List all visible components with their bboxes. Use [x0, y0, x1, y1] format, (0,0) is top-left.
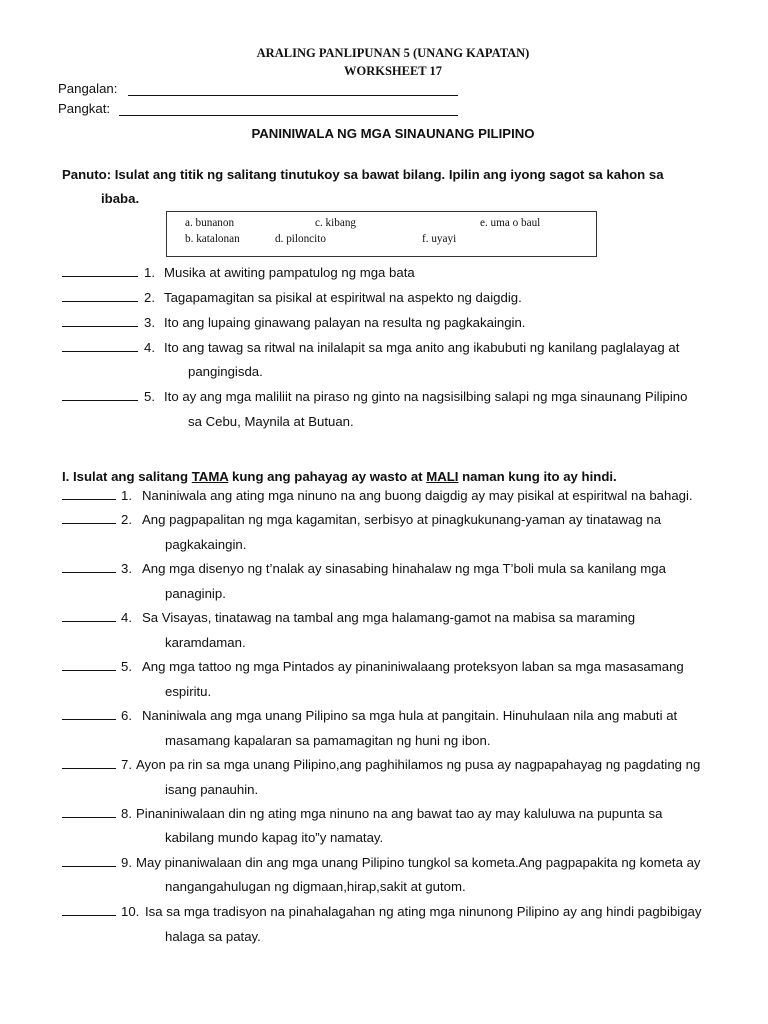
part2-heading-tama: TAMA: [191, 469, 229, 484]
answer-blank[interactable]: [62, 512, 116, 524]
item-number: 9.: [121, 855, 132, 870]
item-text: Ito ang lupaing ginawang palayan na resulta ng pagkakaingin.: [164, 315, 526, 330]
item-text-continued: karamdaman.: [165, 635, 246, 650]
item-text: Ang pagpapalitan ng mga kagamitan, serbisyo at pinagkukunang-yaman ay tinatawag na: [142, 512, 662, 527]
list-item: [62, 389, 138, 404]
answer-blank[interactable]: [62, 708, 116, 720]
item-text-continued: sa Cebu, Maynila at Butuan.: [188, 414, 354, 429]
item-text-continued: isang panauhin.: [165, 782, 259, 797]
answer-blank[interactable]: [62, 904, 116, 916]
answer-blank[interactable]: [62, 561, 116, 573]
answer-blank[interactable]: [62, 610, 116, 622]
item-number: 6.: [121, 708, 132, 723]
list-item: [62, 340, 138, 355]
item-text-continued: panaginip.: [165, 586, 226, 601]
choice-b: b. katalonan: [185, 233, 240, 245]
worksheet-title: PANINIWALA NG MGA SINAUNANG PILIPINO: [251, 126, 535, 141]
answer-blank[interactable]: [62, 855, 116, 867]
part1-instruction-line1: Panuto: Isulat ang titik ng salitang tinutukoy sa bawat bilang. Ipilin ang iyong sagot sa kahon sa: [62, 167, 664, 182]
part2-heading-mid: kung ang pahayag ay wasto at: [228, 469, 427, 484]
answer-blank[interactable]: [62, 265, 138, 277]
choice-f: f. uyayi: [422, 233, 457, 245]
list-item: [62, 561, 116, 576]
worksheet-subject-title: ARALING PANLIPUNAN 5 (UNANG KAPATAN): [256, 46, 530, 60]
item-text: Ito ay ang mga maliliit na piraso ng ginto na nagsisilbing salapi ng mga sinaunang Pilipino: [164, 389, 688, 404]
list-item: [62, 610, 116, 625]
item-number: 5.: [121, 659, 132, 674]
item-text: Tagapamagitan sa pisikal at espiritwal na aspekto ng daigdig.: [164, 290, 522, 305]
list-item: [62, 855, 116, 870]
item-number: 10.: [121, 904, 140, 919]
item-number: 3.: [121, 561, 132, 576]
item-number: 2.: [121, 512, 132, 527]
list-item: [62, 757, 116, 772]
item-number: 1.: [121, 488, 132, 503]
item-text-continued: pangingisda.: [188, 364, 263, 379]
list-item: [62, 315, 138, 330]
choice-c: c. kibang: [315, 217, 357, 229]
choices-box: [166, 211, 597, 257]
item-text: Naniniwala ang ating mga ninuno na ang buong daigdig ay may pisikal at espiritwal na bahagi.: [142, 488, 693, 503]
list-item: [62, 512, 116, 527]
item-text: Ayon pa rin sa mga unang Pilipino,ang paghihilamos ng pusa ay nagpapahayag ng pagdating ng: [136, 757, 701, 772]
part1-instruction-line2: ibaba.: [101, 191, 140, 206]
list-item: [62, 265, 138, 280]
item-number: 3.: [144, 315, 155, 330]
answer-blank[interactable]: [62, 488, 116, 500]
group-field[interactable]: [119, 115, 458, 116]
answer-blank[interactable]: [62, 806, 116, 818]
list-item: [62, 806, 116, 821]
name-label: Pangalan:: [58, 81, 118, 96]
item-text: Ito ang tawag sa ritwal na inilalapit sa mga anito ang ikabubuti ng kanilang paglalayag at: [164, 340, 680, 355]
item-text: Naniniwala ang mga unang Pilipino sa mga hula at pangitain. Hinuhulaan nila ang mabuti at: [142, 708, 678, 723]
part2-heading-pre: I. Isulat ang salitang: [62, 469, 192, 484]
item-number: 4.: [144, 340, 155, 355]
answer-blank[interactable]: [62, 290, 138, 302]
choice-d: d. piloncito: [275, 233, 326, 245]
item-text: Ang mga disenyo ng t’nalak ay sinasabing hinahalaw ng mga T’boli mula sa kanilang mga: [142, 561, 666, 576]
item-text-continued: pagkakaingin.: [165, 537, 247, 552]
name-field[interactable]: [128, 95, 458, 96]
item-text-continued: masamang kapalaran sa pamamagitan ng huni ng ibon.: [165, 733, 491, 748]
part2-heading: [62, 469, 617, 484]
item-text-continued: halaga sa patay.: [165, 929, 261, 944]
item-text: Pinaniniwalaan din ng ating mga ninuno na ang bawat tao ay may kaluluwa na pupunta sa: [136, 806, 663, 821]
answer-blank[interactable]: [62, 659, 116, 671]
item-text-continued: kabilang mundo kapag ito”y namatay.: [165, 830, 384, 845]
item-text: May pinaniwalaan din ang mga unang Pilipino tungkol sa kometa.Ang pagpapakita ng kometa ay: [136, 855, 701, 870]
group-label: Pangkat:: [58, 101, 111, 116]
part2-heading-mali: MALI: [426, 469, 459, 484]
answer-blank[interactable]: [62, 757, 116, 769]
item-number: 5.: [144, 389, 155, 404]
choice-a: a. bunanon: [185, 217, 235, 229]
list-item: [62, 488, 116, 503]
item-number: 8.: [121, 806, 132, 821]
list-item: [62, 904, 116, 919]
list-item: [62, 659, 116, 674]
answer-blank[interactable]: [62, 389, 138, 401]
item-text: Sa Visayas, tinatawag na tambal ang mga halamang-gamot na mabisa sa maraming: [142, 610, 636, 625]
item-text-continued: nangangahulugan ng digmaan,hirap,sakit at gutom.: [165, 879, 466, 894]
item-text: Ang mga tattoo ng mga Pintados ay pinaniniwalaang proteksyon laban sa mga masasamang: [142, 659, 684, 674]
item-number: 2.: [144, 290, 155, 305]
item-text-continued: espiritu.: [165, 684, 212, 699]
part2-heading-post: naman kung ito ay hindi.: [458, 469, 617, 484]
item-text: Musika at awiting pampatulog ng mga bata: [164, 265, 415, 280]
choice-e: e. uma o baul: [480, 217, 541, 229]
answer-blank[interactable]: [62, 340, 138, 352]
list-item: [62, 708, 116, 723]
item-number: 7.: [121, 757, 132, 772]
item-text: Isa sa mga tradisyon na pinahalagahan ng ating mga ninunong Pilipino ay ang hindi pagbibigay: [145, 904, 702, 919]
item-number: 4.: [121, 610, 132, 625]
list-item: [62, 290, 138, 305]
item-number: 1.: [144, 265, 155, 280]
worksheet-number: WORKSHEET 17: [343, 64, 443, 78]
answer-blank[interactable]: [62, 315, 138, 327]
